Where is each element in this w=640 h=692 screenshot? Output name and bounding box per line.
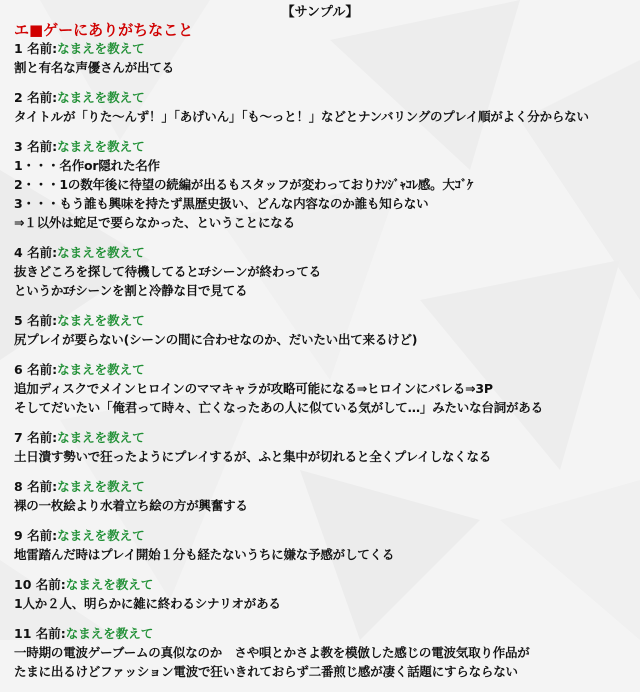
post-body-line: 1・・・名作or隠れた名作 xyxy=(14,158,160,173)
post-body-line: 割と有名な声優さんが出てる xyxy=(14,60,174,75)
post-name-label: 名前: xyxy=(27,362,58,377)
post-body-line: 3・・・もう誰も興味を持たず黒歴史扱い、どんな内容なのか誰も知らない xyxy=(14,196,429,211)
post-header xyxy=(14,88,630,107)
post-author-name: なまえを教えて xyxy=(57,313,145,328)
post-number: 6 xyxy=(14,362,23,377)
post-body-line: たまに出るけどファッション電波で狂いきれておらず二番煎じ感が凄く話題にすらならない xyxy=(14,664,518,679)
post xyxy=(14,137,630,232)
post-author-name: なまえを教えて xyxy=(57,528,145,543)
post xyxy=(14,526,630,564)
post-header xyxy=(14,428,630,447)
post-body-line: 地雷踏んだ時はプレイ開始１分も経たないうちに嫌な予感がしてくる xyxy=(14,547,395,562)
post-number: 2 xyxy=(14,90,23,105)
post-number: 8 xyxy=(14,479,23,494)
post-number: 11 xyxy=(14,626,32,641)
post xyxy=(14,39,630,77)
post-header xyxy=(14,575,630,594)
post-body-line: 2・・・1の数年後に待望の続編が出るもスタッフが変わっておりﾅﾝｼﾞｬｺﾚ感。大ｺﾞｹ xyxy=(14,177,474,192)
post-body-line: ⇒１以外は蛇足で要らなかった、ということになる xyxy=(14,215,295,230)
post xyxy=(14,428,630,466)
post-name-label: 名前: xyxy=(35,577,66,592)
post-body-line: 尻プレイが要らない(シーンの間に合わせなのか、だいたい出て来るけど) xyxy=(14,332,418,347)
post xyxy=(14,243,630,300)
post-body-line: 抜きどころを探して待機してるとｴﾁシーンが終わってる xyxy=(14,264,321,279)
post-body-line: というかｴﾁシーンを割と冷静な目で見てる xyxy=(14,283,248,298)
post-author-name: なまえを教えて xyxy=(57,362,145,377)
post xyxy=(14,477,630,515)
post-author-name: なまえを教えて xyxy=(57,245,145,260)
post-body-line: 追加ディスクでメインヒロインのママキャラが攻略可能になる⇒ヒロインにバレる⇒3P xyxy=(14,381,493,396)
post-name-label: 名前: xyxy=(27,90,58,105)
post xyxy=(14,360,630,417)
post-list xyxy=(14,39,630,692)
header-label: 【サンプル】 xyxy=(281,5,359,20)
post-author-name: なまえを教えて xyxy=(57,430,145,445)
post-name-label: 名前: xyxy=(27,430,58,445)
post-name-label: 名前: xyxy=(27,313,58,328)
post-body-line: 一時期の電波ゲーブームの真似なのか さや唄とかさよ教を模倣した感じの電波気取り作品が xyxy=(14,645,530,660)
post-author-name: なまえを教えて xyxy=(57,139,145,154)
post xyxy=(14,311,630,349)
post-body-line: 1人か２人、明らかに雑に終わるシナリオがある xyxy=(14,596,281,611)
post-name-label: 名前: xyxy=(35,626,66,641)
post-number: 9 xyxy=(14,528,23,543)
post-author-name: なまえを教えて xyxy=(57,479,145,494)
post-header xyxy=(14,477,630,496)
post-body-line: そしてだいたい「俺君って時々、亡くなったあの人に似ている気がして…」みたいな台詞がある xyxy=(14,400,543,415)
post-number: 5 xyxy=(14,313,23,328)
post-body-line: タイトルが「りた～んず！」「あげいん」「も～っと！」などとナンバリングのプレイ順がよく分からない xyxy=(14,109,589,124)
post-author-name: なまえを教えて xyxy=(65,577,154,592)
post-header xyxy=(14,311,630,330)
post-number: 1 xyxy=(14,41,23,56)
post-body-line: 裸の一枚絵より水着立ち絵の方が興奮する xyxy=(14,498,248,513)
page-title: エ■ゲーにありがちなこと xyxy=(14,21,194,39)
post-name-label: 名前: xyxy=(27,528,58,543)
post-name-label: 名前: xyxy=(27,139,58,154)
post-number: 10 xyxy=(14,577,32,592)
post-number: 7 xyxy=(14,430,23,445)
post-name-label: 名前: xyxy=(27,245,58,260)
post-number: 3 xyxy=(14,139,23,154)
post-header xyxy=(14,624,630,643)
post-author-name: なまえを教えて xyxy=(57,41,145,56)
post xyxy=(14,88,630,126)
post-header xyxy=(14,243,630,262)
post-body-line: 土日潰す勢いで狂ったようにプレイするが、ふと集中が切れると全くプレイしなくなる xyxy=(14,449,492,464)
post-name-label: 名前: xyxy=(27,41,58,56)
post-header xyxy=(14,39,630,58)
post xyxy=(14,575,630,613)
post xyxy=(14,624,630,681)
post-name-label: 名前: xyxy=(27,479,58,494)
post-author-name: なまえを教えて xyxy=(57,90,145,105)
post-author-name: なまえを教えて xyxy=(65,626,154,641)
post-header xyxy=(14,137,630,156)
post-header xyxy=(14,526,630,545)
post-number: 4 xyxy=(14,245,23,260)
post-header xyxy=(14,360,630,379)
